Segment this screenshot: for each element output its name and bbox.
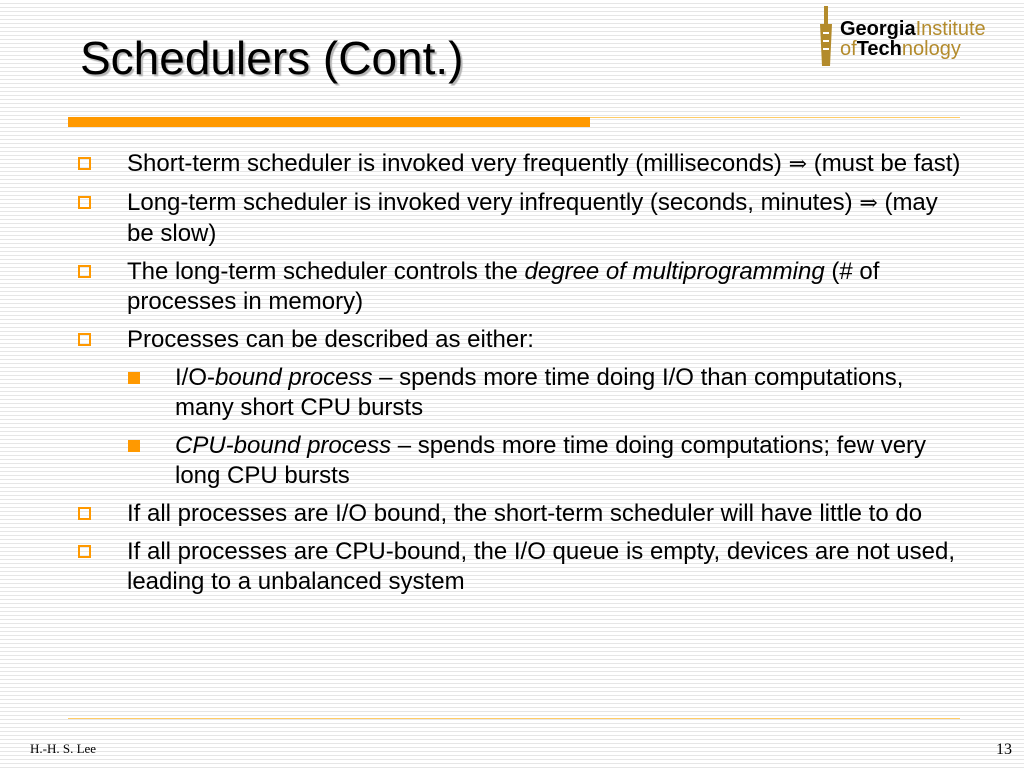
hollow-square-bullet-icon xyxy=(78,196,91,209)
title-underline-thick xyxy=(68,117,590,127)
bullet-item: If all processes are CPU-bound, the I/O queue is empty, devices are not used, leading to a unbalanced system xyxy=(75,537,965,597)
slide-title: Schedulers (Cont.) xyxy=(80,32,464,84)
sub-bullet-item: I/O-bound process – spends more time doing I/O than computations, many short CPU bursts xyxy=(125,363,965,423)
hollow-square-bullet-icon xyxy=(78,507,91,520)
footer-author: H.-H. S. Lee xyxy=(30,741,97,756)
bullet-item: The long-term scheduler controls the degree of multiprogramming (# of processes in memory) xyxy=(75,257,965,317)
title-underline-thin xyxy=(590,117,960,118)
logo-line-1: GeorgiaInstitute xyxy=(840,18,986,40)
bullet-item: Short-term scheduler is invoked very frequently (milliseconds) ⇒ (must be fast) xyxy=(75,149,965,180)
hollow-square-bullet-icon xyxy=(78,265,91,278)
georgia-tech-logo xyxy=(818,4,1018,70)
tech-tower-icon xyxy=(818,4,838,70)
hollow-square-bullet-icon xyxy=(78,157,91,170)
logo-line-2: ofTechnology xyxy=(840,38,961,60)
page-number: 13 xyxy=(996,741,1012,758)
hollow-square-bullet-icon xyxy=(78,333,91,346)
bullet-item: Long-term scheduler is invoked very infrequently (seconds, minutes) ⇒ (may be slow) xyxy=(75,188,965,249)
bullet-list xyxy=(75,149,965,605)
footer-divider xyxy=(68,718,960,719)
hollow-square-bullet-icon xyxy=(78,545,91,558)
filled-square-bullet-icon xyxy=(128,372,140,384)
sub-bullet-item: CPU-bound process – spends more time doing computations; few very long CPU bursts xyxy=(125,431,965,491)
bullet-item: If all processes are I/O bound, the short-term scheduler will have little to do xyxy=(75,499,965,529)
bullet-item: Processes can be described as either: xyxy=(75,325,965,355)
filled-square-bullet-icon xyxy=(128,440,140,452)
